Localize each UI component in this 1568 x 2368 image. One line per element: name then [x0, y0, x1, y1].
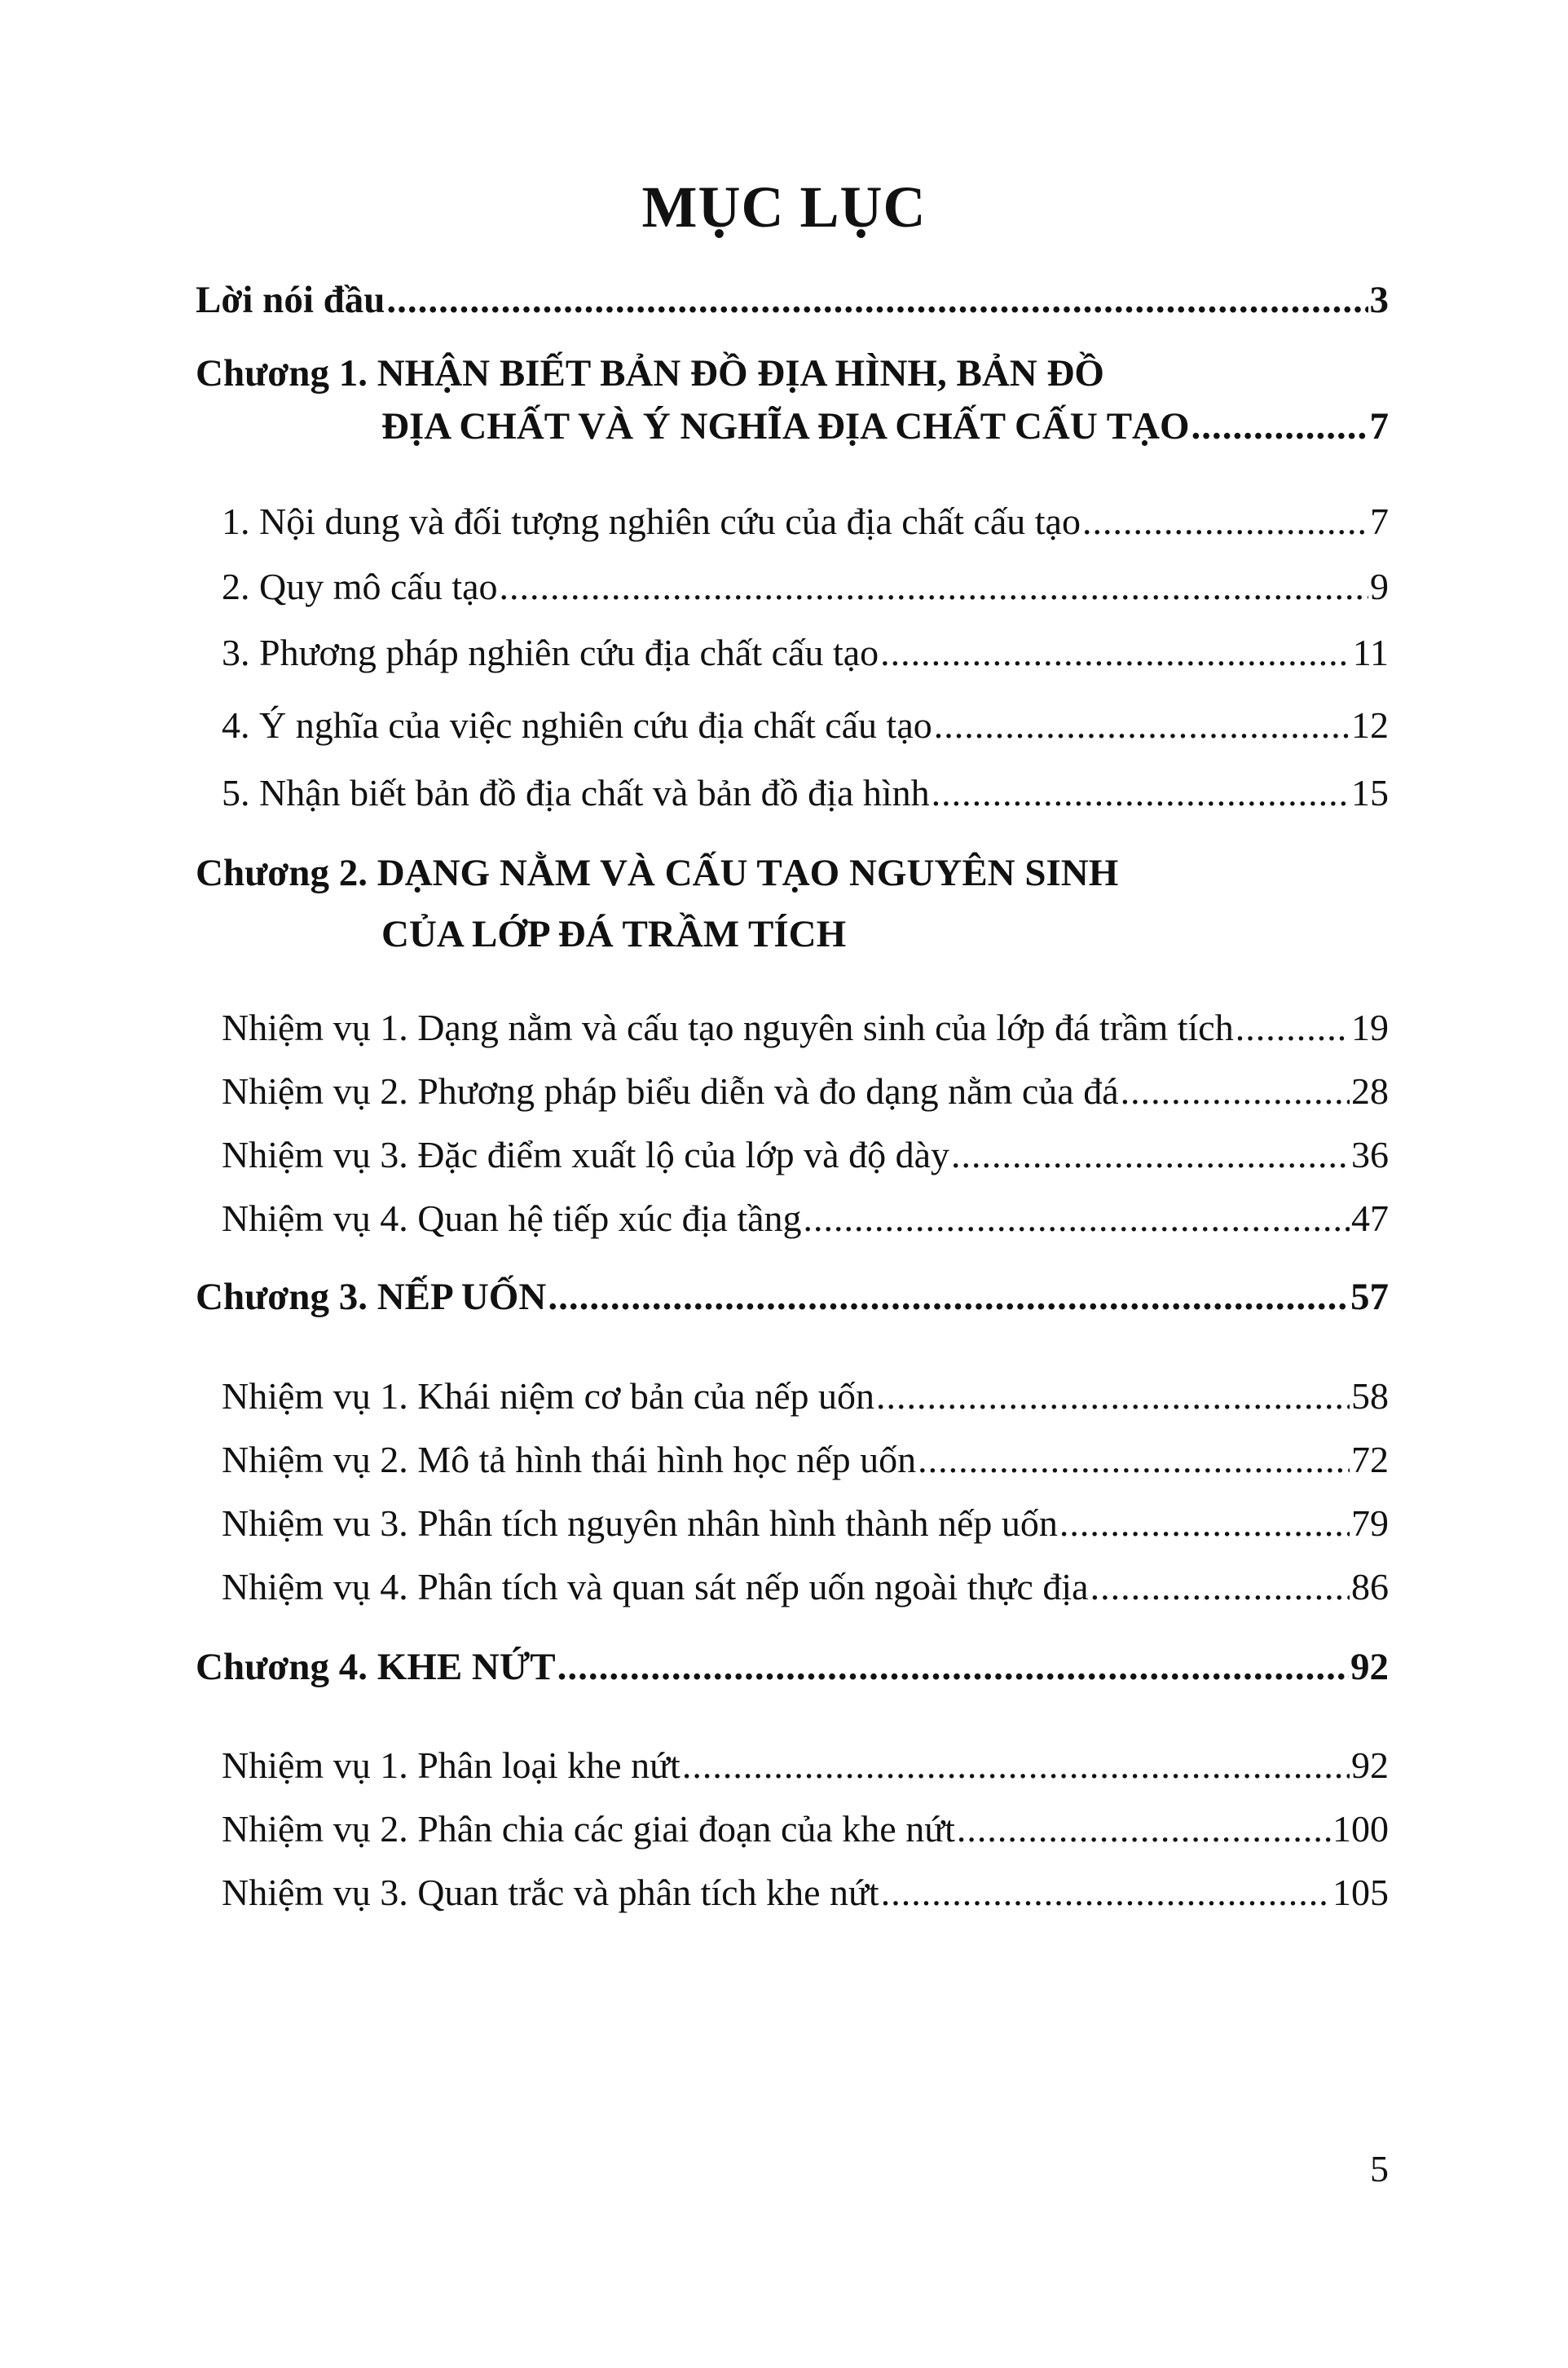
toc-leader-dots	[1082, 503, 1368, 540]
toc-entry-label: Nhiệm vụ 1. Dạng nằm và cấu tạo nguyên sinh của lớp đá trầm tích	[222, 1007, 1234, 1048]
toc-entry-label: Nhiệm vụ 2. Phương pháp biểu diễn và đo dạng nằm của đá	[222, 1070, 1119, 1112]
toc-entry-2-2[interactable]	[222, 1070, 1389, 1112]
toc-entry-page: 15	[1351, 772, 1389, 814]
toc-leader-dots	[934, 707, 1350, 744]
toc-entry-1-1[interactable]	[222, 500, 1389, 542]
toc-entry-3-1[interactable]	[222, 1375, 1389, 1417]
toc-entry-4-2[interactable]	[222, 1810, 1389, 1848]
toc-leader-dots	[1090, 1568, 1350, 1606]
toc-leader-dots	[682, 1747, 1350, 1784]
toc-leader-dots	[881, 1874, 1331, 1912]
toc-entry-label: Nhiệm vụ 3. Quan trắc và phân tích khe nứt	[222, 1872, 879, 1913]
toc-entry-page: 100	[1332, 1808, 1389, 1850]
toc-leader-dots	[1121, 1073, 1350, 1110]
toc-entry-page: 92	[1350, 1646, 1389, 1688]
toc-entry-page: 7	[1369, 405, 1389, 448]
toc-entry-chapter-3[interactable]	[196, 1278, 1389, 1316]
toc-entry-label: Nhiệm vụ 4. Quan hệ tiếp xúc địa tầng	[222, 1197, 802, 1239]
toc-entry-page: 105	[1332, 1872, 1389, 1913]
chapter-2-heading-line-2[interactable]: CỦA LỚP ĐÁ TRẦM TÍCH	[381, 913, 847, 955]
toc-entry-label: 5. Nhận biết bản đồ địa chất và bản đồ địa hình	[222, 772, 930, 814]
toc-leader-dots	[951, 1136, 1350, 1174]
toc-entry-1-3[interactable]	[222, 634, 1389, 672]
toc-leader-dots	[500, 568, 1368, 606]
toc-entry-page: 7	[1370, 500, 1389, 542]
toc-entry-page: 57	[1350, 1276, 1389, 1318]
toc-leader-dots	[932, 774, 1350, 812]
toc-leader-dots	[880, 634, 1351, 672]
toc-entry-1-2[interactable]	[222, 568, 1389, 606]
toc-entry-page: 36	[1351, 1134, 1389, 1175]
toc-entry-page: 12	[1351, 704, 1389, 746]
toc-leader-dots	[1191, 408, 1368, 446]
toc-entry-4-1[interactable]	[222, 1744, 1389, 1786]
toc-entry-page: 19	[1351, 1007, 1389, 1048]
page-title: MỤC LỤC	[641, 174, 927, 240]
toc-entry-1-4[interactable]	[222, 704, 1389, 746]
toc-entry-1-5[interactable]	[222, 774, 1389, 812]
toc-entry-page: 3	[1369, 279, 1389, 321]
toc-leader-dots	[804, 1200, 1350, 1237]
toc-entry-label: Nhiệm vu 3. Phân tích nguyên nhân hình thành nếp uốn	[222, 1502, 1058, 1544]
toc-entry-label: Lời nói đầu	[196, 279, 385, 321]
toc-entry-label: Chương 3. NẾP UỐN	[196, 1276, 547, 1318]
toc-entry-page: 72	[1351, 1439, 1389, 1480]
toc-leader-dots	[1235, 1009, 1350, 1047]
toc-entry-2-4[interactable]	[222, 1197, 1389, 1239]
toc-leader-dots	[1059, 1505, 1350, 1542]
toc-leader-dots	[548, 1278, 1349, 1316]
toc-entry-page: 11	[1352, 632, 1389, 673]
toc-entry-chapter-4[interactable]	[196, 1648, 1389, 1687]
toc-entry-label: 3. Phương pháp nghiên cứu địa chất cấu tạo	[222, 632, 879, 673]
toc-entry-label: 4. Ý nghĩa của việc nghiên cứu địa chất cấu tạo	[222, 704, 932, 746]
page-number: 5	[1370, 2148, 1389, 2189]
toc-entry-label: Nhiệm vụ 2. Mô tả hình thái hình học nếp uốn	[222, 1439, 917, 1480]
toc-entry-page: 86	[1351, 1566, 1389, 1607]
toc-leader-dots	[957, 1810, 1331, 1848]
toc-entry-chapter-1[interactable]	[381, 405, 1389, 448]
toc-leader-dots	[918, 1441, 1350, 1479]
toc-entry-label: 2. Quy mô cấu tạo	[222, 566, 498, 607]
toc-entry-3-4[interactable]	[222, 1568, 1389, 1606]
toc-entry-page: 79	[1351, 1502, 1389, 1544]
toc-leader-dots	[876, 1378, 1350, 1415]
toc-entry-2-1[interactable]	[222, 1009, 1389, 1047]
toc-entry-label: Nhiệm vụ 1. Phân loại khe nứt	[222, 1744, 680, 1786]
chapter-1-heading-line-1[interactable]: Chương 1. NHẬN BIẾT BẢN ĐỒ ĐỊA HÌNH, BẢN ĐỒ	[196, 352, 1104, 395]
chapter-1-heading-line-2: ĐỊA CHẤT VÀ Ý NGHĨA ĐỊA CHẤT CẤU TẠO	[381, 405, 1190, 448]
toc-entry-label: Nhiệm vụ 2. Phân chia các giai đoạn của khe nứt	[222, 1808, 955, 1850]
chapter-2-heading-line-1[interactable]: Chương 2. DẠNG NẰM VÀ CẤU TẠO NGUYÊN SINH	[196, 852, 1119, 894]
toc-entry-preface[interactable]	[196, 281, 1389, 320]
toc-entry-3-3[interactable]	[222, 1502, 1389, 1544]
toc-leader-dots	[386, 281, 1368, 320]
toc-entry-4-3[interactable]	[222, 1874, 1389, 1912]
toc-entry-page: 28	[1351, 1070, 1389, 1112]
toc-entry-label: Nhiệm vụ 1. Khái niệm cơ bản của nếp uốn	[222, 1375, 875, 1417]
toc-entry-page: 9	[1370, 566, 1389, 607]
toc-entry-3-2[interactable]	[222, 1441, 1389, 1479]
toc-entry-label: 1. Nội dung và đối tượng nghiên cứu của địa chất cấu tạo	[222, 500, 1081, 542]
toc-entry-page: 92	[1351, 1744, 1389, 1786]
toc-entry-label: Chương 4. KHE NỨT	[196, 1646, 556, 1688]
toc-entry-label: Nhiệm vụ 4. Phân tích và quan sát nếp uốn ngoài thực địa	[222, 1566, 1089, 1607]
toc-entry-label: Nhiệm vụ 3. Đặc điểm xuất lộ của lớp và độ dày	[222, 1134, 949, 1175]
toc-entry-2-3[interactable]	[222, 1136, 1389, 1174]
toc-leader-dots	[557, 1648, 1349, 1687]
toc-entry-page: 47	[1351, 1197, 1389, 1239]
toc-entry-page: 58	[1351, 1375, 1389, 1417]
